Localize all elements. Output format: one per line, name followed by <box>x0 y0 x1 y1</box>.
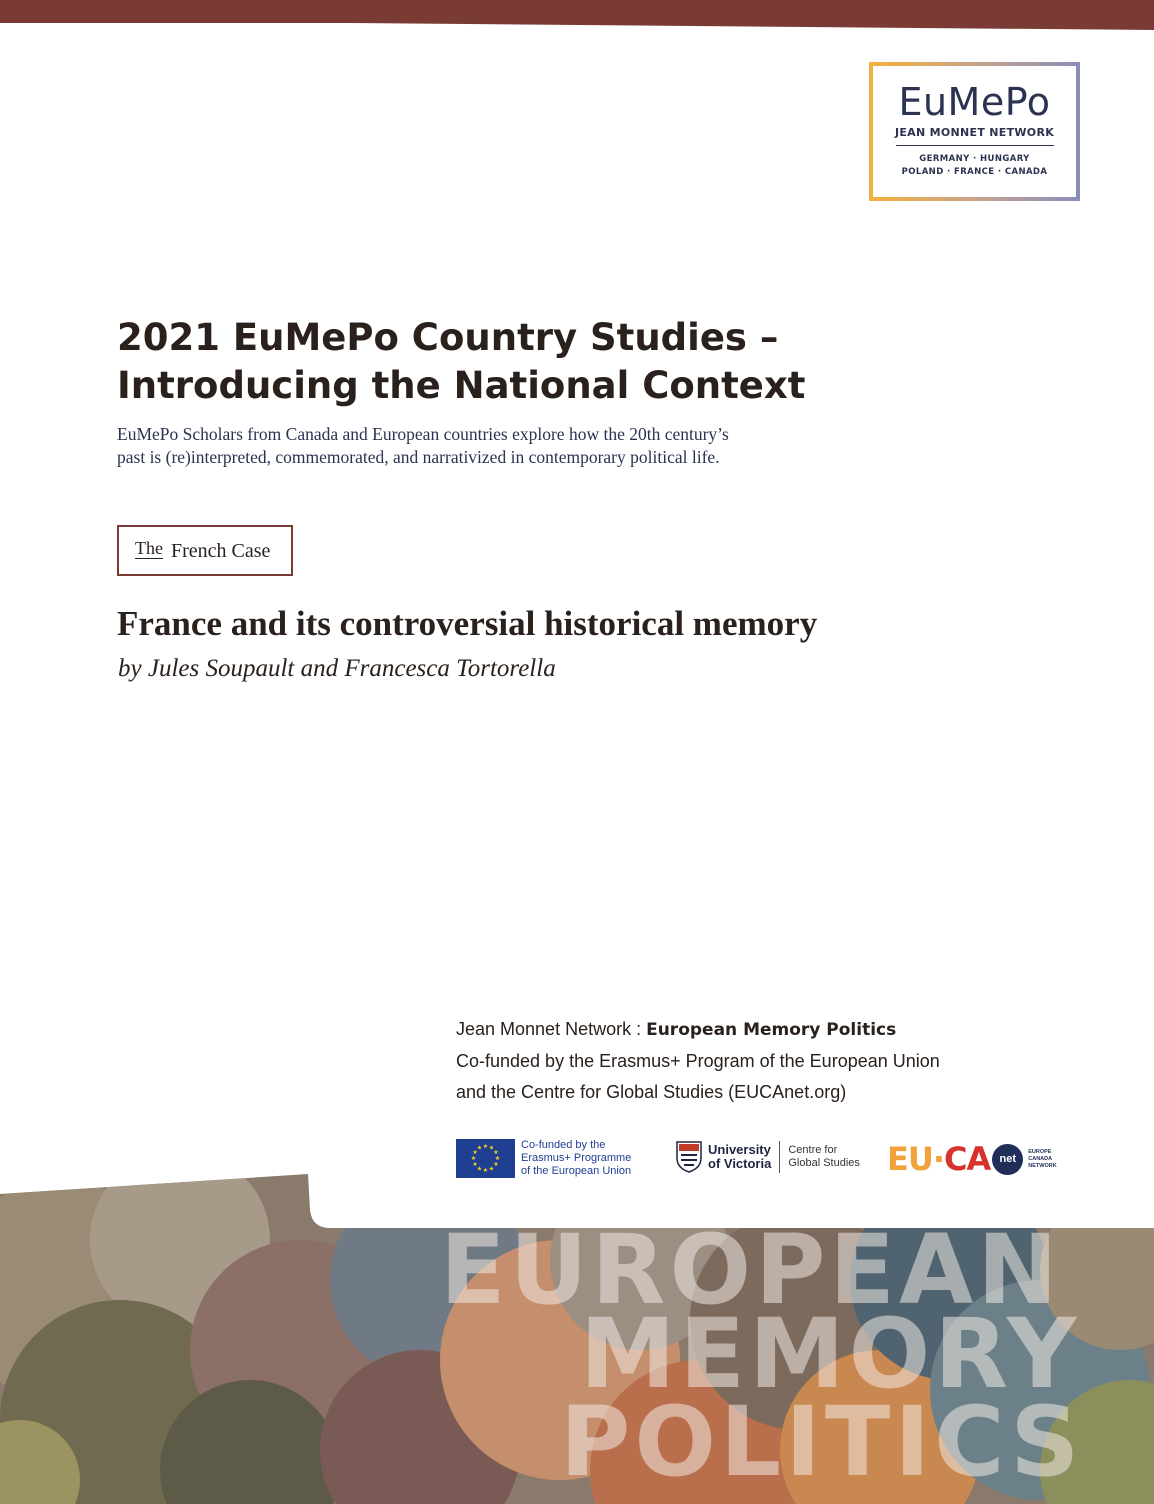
funding-statement <box>456 1014 976 1108</box>
svg-text:★: ★ <box>493 1161 499 1168</box>
euca-dash: · <box>932 1140 944 1178</box>
eu-line1: Co-funded by the <box>521 1139 606 1151</box>
cgs-line2: Global Studies <box>788 1157 860 1169</box>
eumepo-logo <box>869 62 1080 201</box>
svg-text:★: ★ <box>493 1149 499 1156</box>
case-label: French Case <box>171 540 271 562</box>
funding-line2: Co-funded by the Erasmus+ Program of the European Union <box>456 1051 940 1071</box>
logo-countries <box>873 153 1076 179</box>
funding-network-prefix: Jean Monnet Network : <box>456 1019 647 1039</box>
svg-text:★: ★ <box>488 1144 495 1152</box>
article-byline: by Jules Soupault and Francesca Tortorella <box>118 655 556 682</box>
logo-countries-line2: POLAND · FRANCE · CANADA <box>901 167 1048 177</box>
title-line1: 2021 EuMePo Country Studies – <box>117 316 779 359</box>
intro-paragraph <box>117 423 797 469</box>
logo-divider <box>896 145 1054 146</box>
svg-text:★: ★ <box>476 1144 483 1152</box>
intro-line2: past is (re)interpreted, commemorated, and narrativized in contemporary political life. <box>117 447 720 467</box>
uvic-shield-icon <box>676 1141 702 1173</box>
banner-word-european: EUROPEAN <box>440 1214 1062 1326</box>
svg-text:★: ★ <box>476 1165 483 1173</box>
top-accent-bar <box>0 0 1154 23</box>
svg-text:★: ★ <box>494 1155 501 1162</box>
page-title <box>117 314 877 410</box>
funding-line3: and the Centre for Global Studies (EUCAnet.org) <box>456 1082 847 1102</box>
svg-text:★: ★ <box>472 1149 478 1156</box>
euca-eu: EU <box>887 1140 933 1178</box>
svg-text:★: ★ <box>470 1155 477 1162</box>
funding-network-row <box>456 1014 976 1046</box>
logo-subtitle: JEAN MONNET NETWORK <box>894 126 1055 139</box>
svg-text:★: ★ <box>472 1161 478 1168</box>
title-line2: Introducing the National Context <box>117 364 806 407</box>
article-headline: France and its controversial historical memory <box>117 604 818 643</box>
uvic-logo <box>676 1141 860 1173</box>
euca-small2: CANADA <box>1028 1155 1053 1162</box>
case-the: The <box>135 538 163 558</box>
funding-network-name: European Memory Politics <box>646 1020 897 1040</box>
logo-name: EuMePo <box>898 80 1051 124</box>
eu-line3: of the European Union <box>521 1165 632 1177</box>
euca-net-badge: net <box>992 1144 1023 1175</box>
uvic-line1: University <box>708 1142 771 1157</box>
uvic-divider <box>779 1141 780 1173</box>
euca-small3: NETWORK <box>1028 1162 1057 1169</box>
uvic-line2: of Victoria <box>708 1156 772 1171</box>
euca-small-text <box>1028 1149 1056 1170</box>
case-label-box <box>117 525 293 576</box>
euca-ca: CA <box>944 1140 991 1178</box>
svg-text:★: ★ <box>482 1143 489 1150</box>
uvic-name <box>708 1143 771 1171</box>
top-bar-shape <box>0 0 1154 30</box>
cgs-name <box>788 1144 860 1170</box>
euca-small1: EUROPE <box>1028 1148 1052 1155</box>
intro-line1: EuMePo Scholars from Canada and European countries explore how the 20th century’s <box>117 424 729 444</box>
eu-line2: Erasmus+ Programme <box>521 1152 632 1164</box>
svg-text:★: ★ <box>488 1165 495 1173</box>
banner-word-politics: POLITICS <box>560 1386 1084 1498</box>
svg-text:★: ★ <box>482 1167 489 1174</box>
banner-word-memory: MEMORY <box>580 1298 1081 1410</box>
cgs-line1: Centre for <box>788 1144 838 1156</box>
logo-countries-line1: GERMANY · HUNGARY <box>919 154 1030 164</box>
